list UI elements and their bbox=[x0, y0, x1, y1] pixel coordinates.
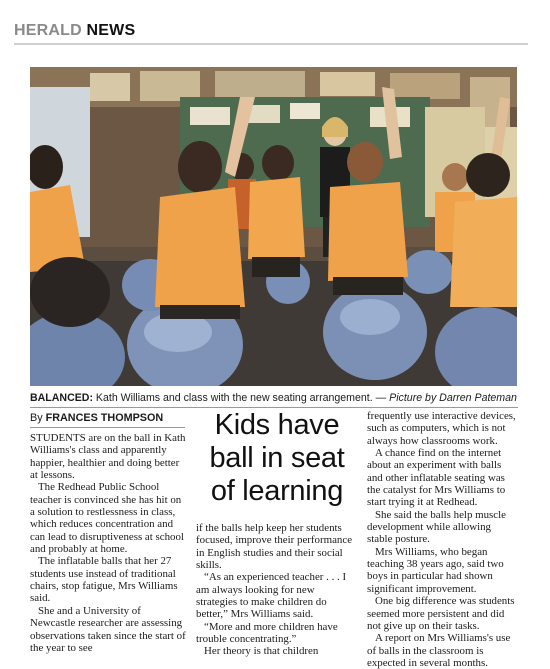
byline-rule bbox=[30, 427, 185, 428]
paragraph: “More and more children have trouble concentrating.” bbox=[196, 620, 338, 646]
paragraph: STUDENTS are on the ball in Kath Williams's class and apparently happier, healthier and doing better at lessons. bbox=[30, 432, 186, 482]
paragraph: Her theory is that children bbox=[204, 645, 319, 658]
byline bbox=[30, 412, 163, 424]
byline-prefix: By bbox=[30, 412, 46, 424]
caption-rule bbox=[30, 407, 518, 408]
paragraph: frequently use interactive devices, such as computers, which is not always how classrooms work. bbox=[367, 410, 516, 447]
paragraph: She said the balls help muscle development while allowing stable posture. bbox=[367, 508, 506, 546]
caption-text: Kath Williams and class with the new seating arrangement. — bbox=[92, 392, 390, 404]
paragraph: if the balls help keep her students focused, improve their performance in English studies and their social skills. bbox=[196, 522, 353, 572]
paragraph: “As an experienced teacher . . . I am always looking for new strategies to make children do better,” Mrs Williams said. bbox=[196, 571, 347, 621]
headline-line: of learning bbox=[210, 475, 344, 507]
paragraph: One big difference was students seemed more persistent and did not give up on their tasks. bbox=[367, 595, 515, 632]
caption-kicker: BALANCED: bbox=[30, 392, 93, 404]
headline bbox=[193, 409, 361, 508]
article-column-1 bbox=[30, 432, 188, 654]
photo-caption bbox=[30, 392, 520, 404]
byline-name: FRANCES THOMPSON bbox=[45, 412, 164, 424]
classroom-photo-illustration bbox=[30, 67, 517, 386]
paragraph: Mrs Williams, who began teaching 38 years ago, said two boys in particular had shown significant improvement. bbox=[367, 545, 504, 595]
caption-credit: Picture by Darren Pateman bbox=[389, 392, 517, 404]
article-column-3 bbox=[367, 410, 519, 669]
masthead bbox=[14, 22, 135, 40]
headline-line: Kids have bbox=[214, 409, 340, 441]
paragraph: A report on Mrs Williams's use of balls in the classroom is expected in several months. bbox=[367, 632, 511, 669]
masthead-part2: NEWS bbox=[86, 22, 136, 39]
masthead-rule bbox=[14, 43, 528, 45]
article-column-2 bbox=[196, 522, 358, 658]
classroom-photo bbox=[30, 67, 517, 386]
paragraph: The inflatable balls that her 27 students use instead of traditional chairs, stop fatigue, Mrs Williams said. bbox=[30, 555, 178, 605]
masthead-part1: HERALD bbox=[14, 22, 82, 39]
paragraph: The Redhead Public School teacher is convinced she has hit on a solution to restlessness in class, which reduces concentration and can lead to disruptiveness at school and probably at home. bbox=[30, 481, 184, 556]
paragraph: A chance find on the internet about an experiment with balls and other inflatable seating was the catalyst for Mrs Williams to start trying it at Redhead. bbox=[367, 447, 506, 509]
headline-line: ball in seat bbox=[209, 442, 345, 474]
paragraph: She and a University of Newcastle researcher are assessing observations taken since the start of the year to see bbox=[30, 604, 186, 654]
